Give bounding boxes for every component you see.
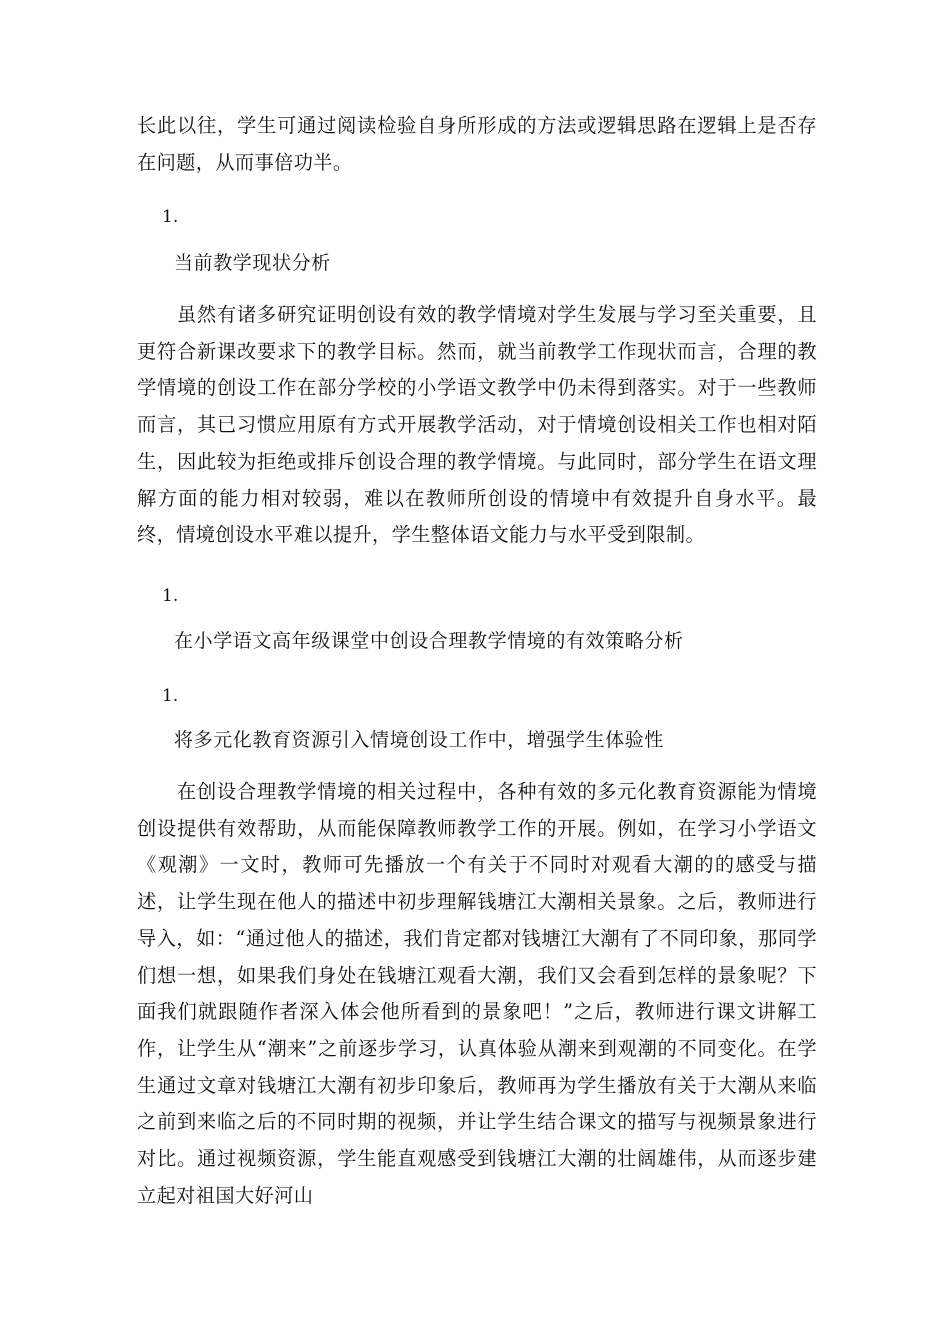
subsection-number: 1. (162, 686, 179, 706)
paragraph-current-status: 虽然有诸多研究证明创设有效的教学情境对学生发展与学习至关重要，且更符合新课改要求下的教学目标。然而，就当前教学工作现状而言，合理的教学情境的创设工作在部分学校的小学语文教学中仍未得到落实。对于一些教师而言，其已习惯应用原有方式开展教学活动，对于情境创设相关工作也相对陌生，因此较为拒绝或排斥创设合理的教学情境。与此同时，部分学生在语文理解方面的能力相对较弱，难以在教师所创设的情境中有效提升自身水平。最终，情境创设水平难以提升，学生整体语文能力与水平受到限制。 (137, 303, 817, 547)
paragraph-continuation: 长此以往，学生可通过阅读检验自身所形成的方法或逻辑思路在逻辑上是否存在问题，从而事倍功半。 (137, 114, 817, 174)
section-heading-strategies: 在小学语文高年级课堂中创设合理教学情境的有效策略分析 (174, 630, 684, 652)
section-number: 1. (162, 586, 179, 606)
paragraph-resources: 在创设合理教学情境的相关过程中，各种有效的多元化教育资源能为情境创设提供有效帮助，从而能保障教师教学工作的开展。例如，在学习小学语文《观潮》一文时，教师可先播放一个有关于不同时对观看大潮的的感受与描述，让学生现在他人的描述中初步理解钱塘江大潮相关景象。之后，教师进行导入，如：“通过他人的描述，我们肯定都对钱塘江大潮有了不同印象，那同学们想一想，如果我们身处在钱塘江观看大潮，我们又会看到怎样的景象呢？下面我们就跟随作者深入体会他所看到的景象吧！”之后，教师进行课文讲解工作，让学生从“潮来”之前逐步学习，认真体验从潮来到观潮的不同变化。在学生通过文章对钱塘江大潮有初步印象后，教师再为学生播放有关于大潮从来临之前到来临之后的不同时期的视频，并让学生结合课文的描写与视频景象进行对比。通过视频资源，学生能直观感受到钱塘江大潮的壮阔雄伟，从而逐步建立起对祖国大好河山 (137, 780, 817, 1207)
section-heading-current-status: 当前教学现状分析 (174, 252, 331, 274)
section-number: 1. (162, 207, 179, 227)
subsection-heading-resources: 将多元化教育资源引入情境创设工作中，增强学生体验性 (174, 729, 665, 751)
